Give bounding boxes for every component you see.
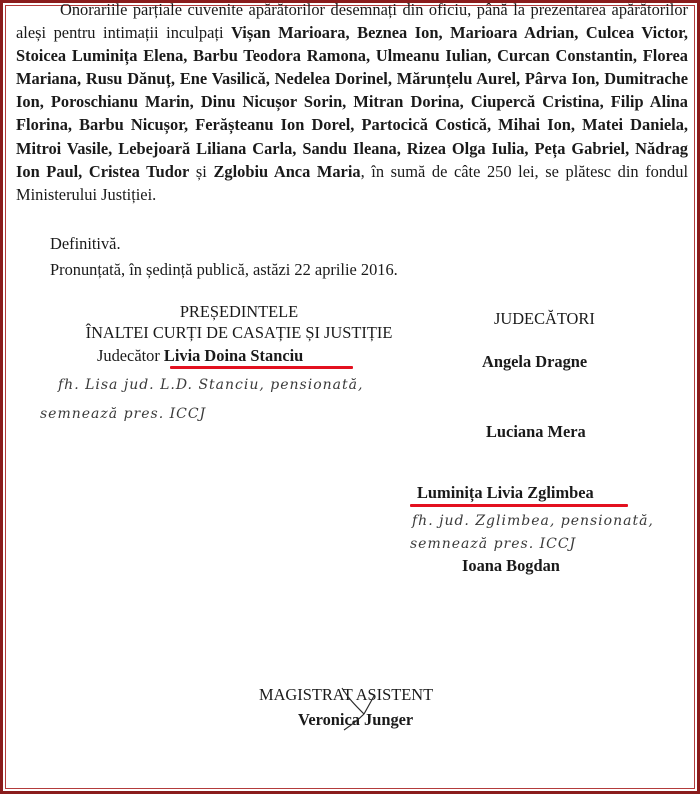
president-handwritten-note-1: fh. Lisa jud. L.D. Stanciu, pensionată, [58, 377, 364, 393]
judge-name-3-underline [410, 504, 628, 507]
judge-prefix: Judecător [97, 346, 164, 365]
pronuntata-text: Pronunțată, în ședință publică, astăzi 22 aprilie 2016. [50, 260, 398, 279]
judge-name-3: Luminița Livia Zglimbea [417, 483, 594, 502]
assistant-title: MAGISTRAT ASISTENT [259, 685, 434, 704]
definitiva-text: Definitivă. [50, 234, 121, 253]
assistant-signature [334, 684, 384, 734]
judges-handwritten-note-2: semnează pres. ICCJ [410, 536, 577, 552]
judges-handwritten-note-1: fh. jud. Zglimbea, pensionată, [412, 513, 654, 529]
judges-header: JUDECĂTORI [494, 309, 595, 328]
president-judge-line [97, 346, 303, 366]
court-name: ÎNALTEI CURȚI DE CASAȚIE ȘI JUSTIȚIE [85, 323, 393, 342]
paragraph-outro: , în sumă de câte 250 lei, se plătesc din fondul Ministerului Justiției. [16, 161, 688, 204]
assistant-name: Veronica Junger [298, 710, 414, 729]
judge-name-4: Ioana Bogdan [462, 556, 560, 575]
judge-name-1: Angela Dragne [482, 352, 588, 371]
paragraph-conjunction: și [189, 161, 214, 181]
judge-name-2: Luciana Mera [486, 422, 586, 441]
president-handwritten-note-2: semnează pres. ICCJ [40, 406, 207, 422]
paragraph-defendant-names: Vișan Marioara, Beznea Ion, Marioara Adrian, Culcea Victor, Stoicea Luminița Elena, Barbu Teodora Ramona, Ulmeanu Iulian, Curcan Constantin, Florea Mariana, Rusu Dănuț, Ene Vasilică, Nedelea Dorinel, Mărunțelu Aurel, Pârva Ion, Dumitrache Ion, Poroschianu Marin, Dinu Nicușor Sorin, Mitran Dorina, Ciupercă Cristina, Filip Alina Florina, Barbu Nicușor, Ferășteanu Ion Dorel, Partocică Costică, Mihai Ion, Matei Daniela, Mitroi Vasile, Lebejoară Liliana Carla, Sandu Ileana, Rizea Olga Iulia, Peța Gabriel, Nădrag Ion Paul, Cristea Tudor [16, 23, 688, 181]
main-paragraph [16, 0, 688, 206]
paragraph-last-name: Zglobiu Anca Maria [213, 161, 361, 181]
president-title: PREȘEDINTELE [179, 302, 299, 321]
president-judge-name: Livia Doina Stanciu [163, 346, 304, 365]
paragraph-intro: Onorariile parțiale cuvenite apărătorilor desemnați din oficiu, până la prezentarea apărătorilor aleși pentru intimații inculpați [16, 0, 688, 43]
president-name-underline [170, 366, 353, 369]
